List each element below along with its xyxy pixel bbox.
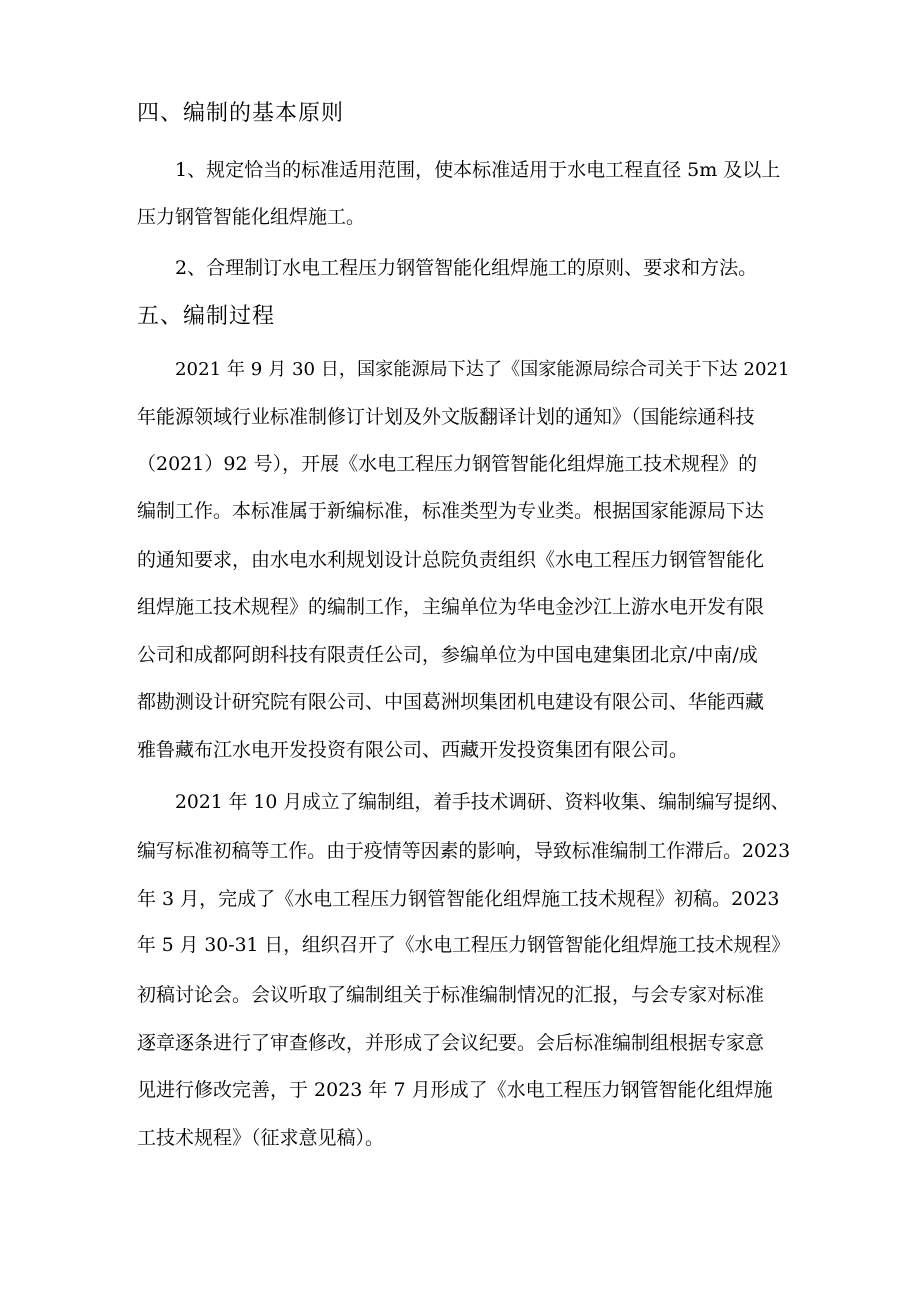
- s5-p2-line-5: 初稿讨论会。会议听取了编制组关于标准编制情况的汇报，与会专家对标准: [137, 984, 765, 1006]
- section-5-heading: 五、编制过程: [137, 304, 276, 329]
- s5-p1-line-2: 年能源领域行业标准制修订计划及外文版翻译计划的通知》（国能综通科技: [137, 406, 755, 428]
- s5-p1-line-3: （2021）92 号），开展《水电工程压力钢管智能化组焊施工技术规程》的: [137, 453, 758, 475]
- s5-p1-line-4: 编制工作。本标准属于新编标准，标准类型为专业类。根据国家能源局下达: [137, 500, 765, 522]
- s5-p2-line-6: 逐章逐条进行了审查修改，并形成了会议纪要。会后标准编制组根据专家意: [137, 1032, 765, 1054]
- s5-p2-line-1: 2021 年 10 月成立了编制组，着手技术调研、资料收集、编制编写提纲、: [175, 792, 790, 813]
- s5-p1-line-6: 组焊施工技术规程》的编制工作，主编单位为华电金沙江上游水电开发有限: [137, 596, 765, 618]
- s4-p1-line-2: 压力钢管智能化组焊施工。: [137, 206, 366, 228]
- s5-p1-line-7: 公司和成都阿朗科技有限责任公司，参编单位为中国电建集团北京/中南/成: [137, 644, 758, 666]
- s5-p2-line-8: 工技术规程》（征求意见稿）。: [137, 1127, 385, 1149]
- s5-p2-line-7: 见进行修改完善，于 2023 年 7 月形成了《水电工程压力钢管智能化组焊施: [137, 1079, 773, 1101]
- s5-p2-line-2: 编写标准初稿等工作。由于疫情等因素的影响，导致标准编制工作滞后。2023: [137, 840, 791, 862]
- s4-p1-line-1: 1、规定恰当的标准适用范围，使本标准适用于水电工程直径 5m 及以上: [175, 159, 781, 181]
- s5-p2-line-4: 年 5 月 30-31 日，组织召开了《水电工程压力钢管智能化组焊施工技术规程》: [137, 935, 790, 956]
- s5-p1-line-8: 都勘测设计研究院有限公司、中国葛洲坝集团机电建设有限公司、华能西藏: [137, 691, 765, 713]
- s5-p2-line-3: 年 3 月，完成了《水电工程压力钢管智能化组焊施工技术规程》初稿。2023: [137, 888, 780, 910]
- s5-p1-line-9: 雅鲁藏布江水电开发投资有限公司、西藏开发投资集团有限公司。: [137, 739, 689, 761]
- s5-p1-line-1: 2021 年 9 月 30 日，国家能源局下达了《国家能源局综合司关于下达 2021: [175, 359, 790, 380]
- section-4-heading: 四、编制的基本原则: [137, 101, 345, 126]
- s4-p2-line-1: 2、合理制订水电工程压力钢管智能化组焊施工的原则、要求和方法。: [175, 257, 758, 279]
- s5-p1-line-5: 的通知要求，由水电水利规划设计总院负责组织《水电工程压力钢管智能化: [137, 549, 765, 571]
